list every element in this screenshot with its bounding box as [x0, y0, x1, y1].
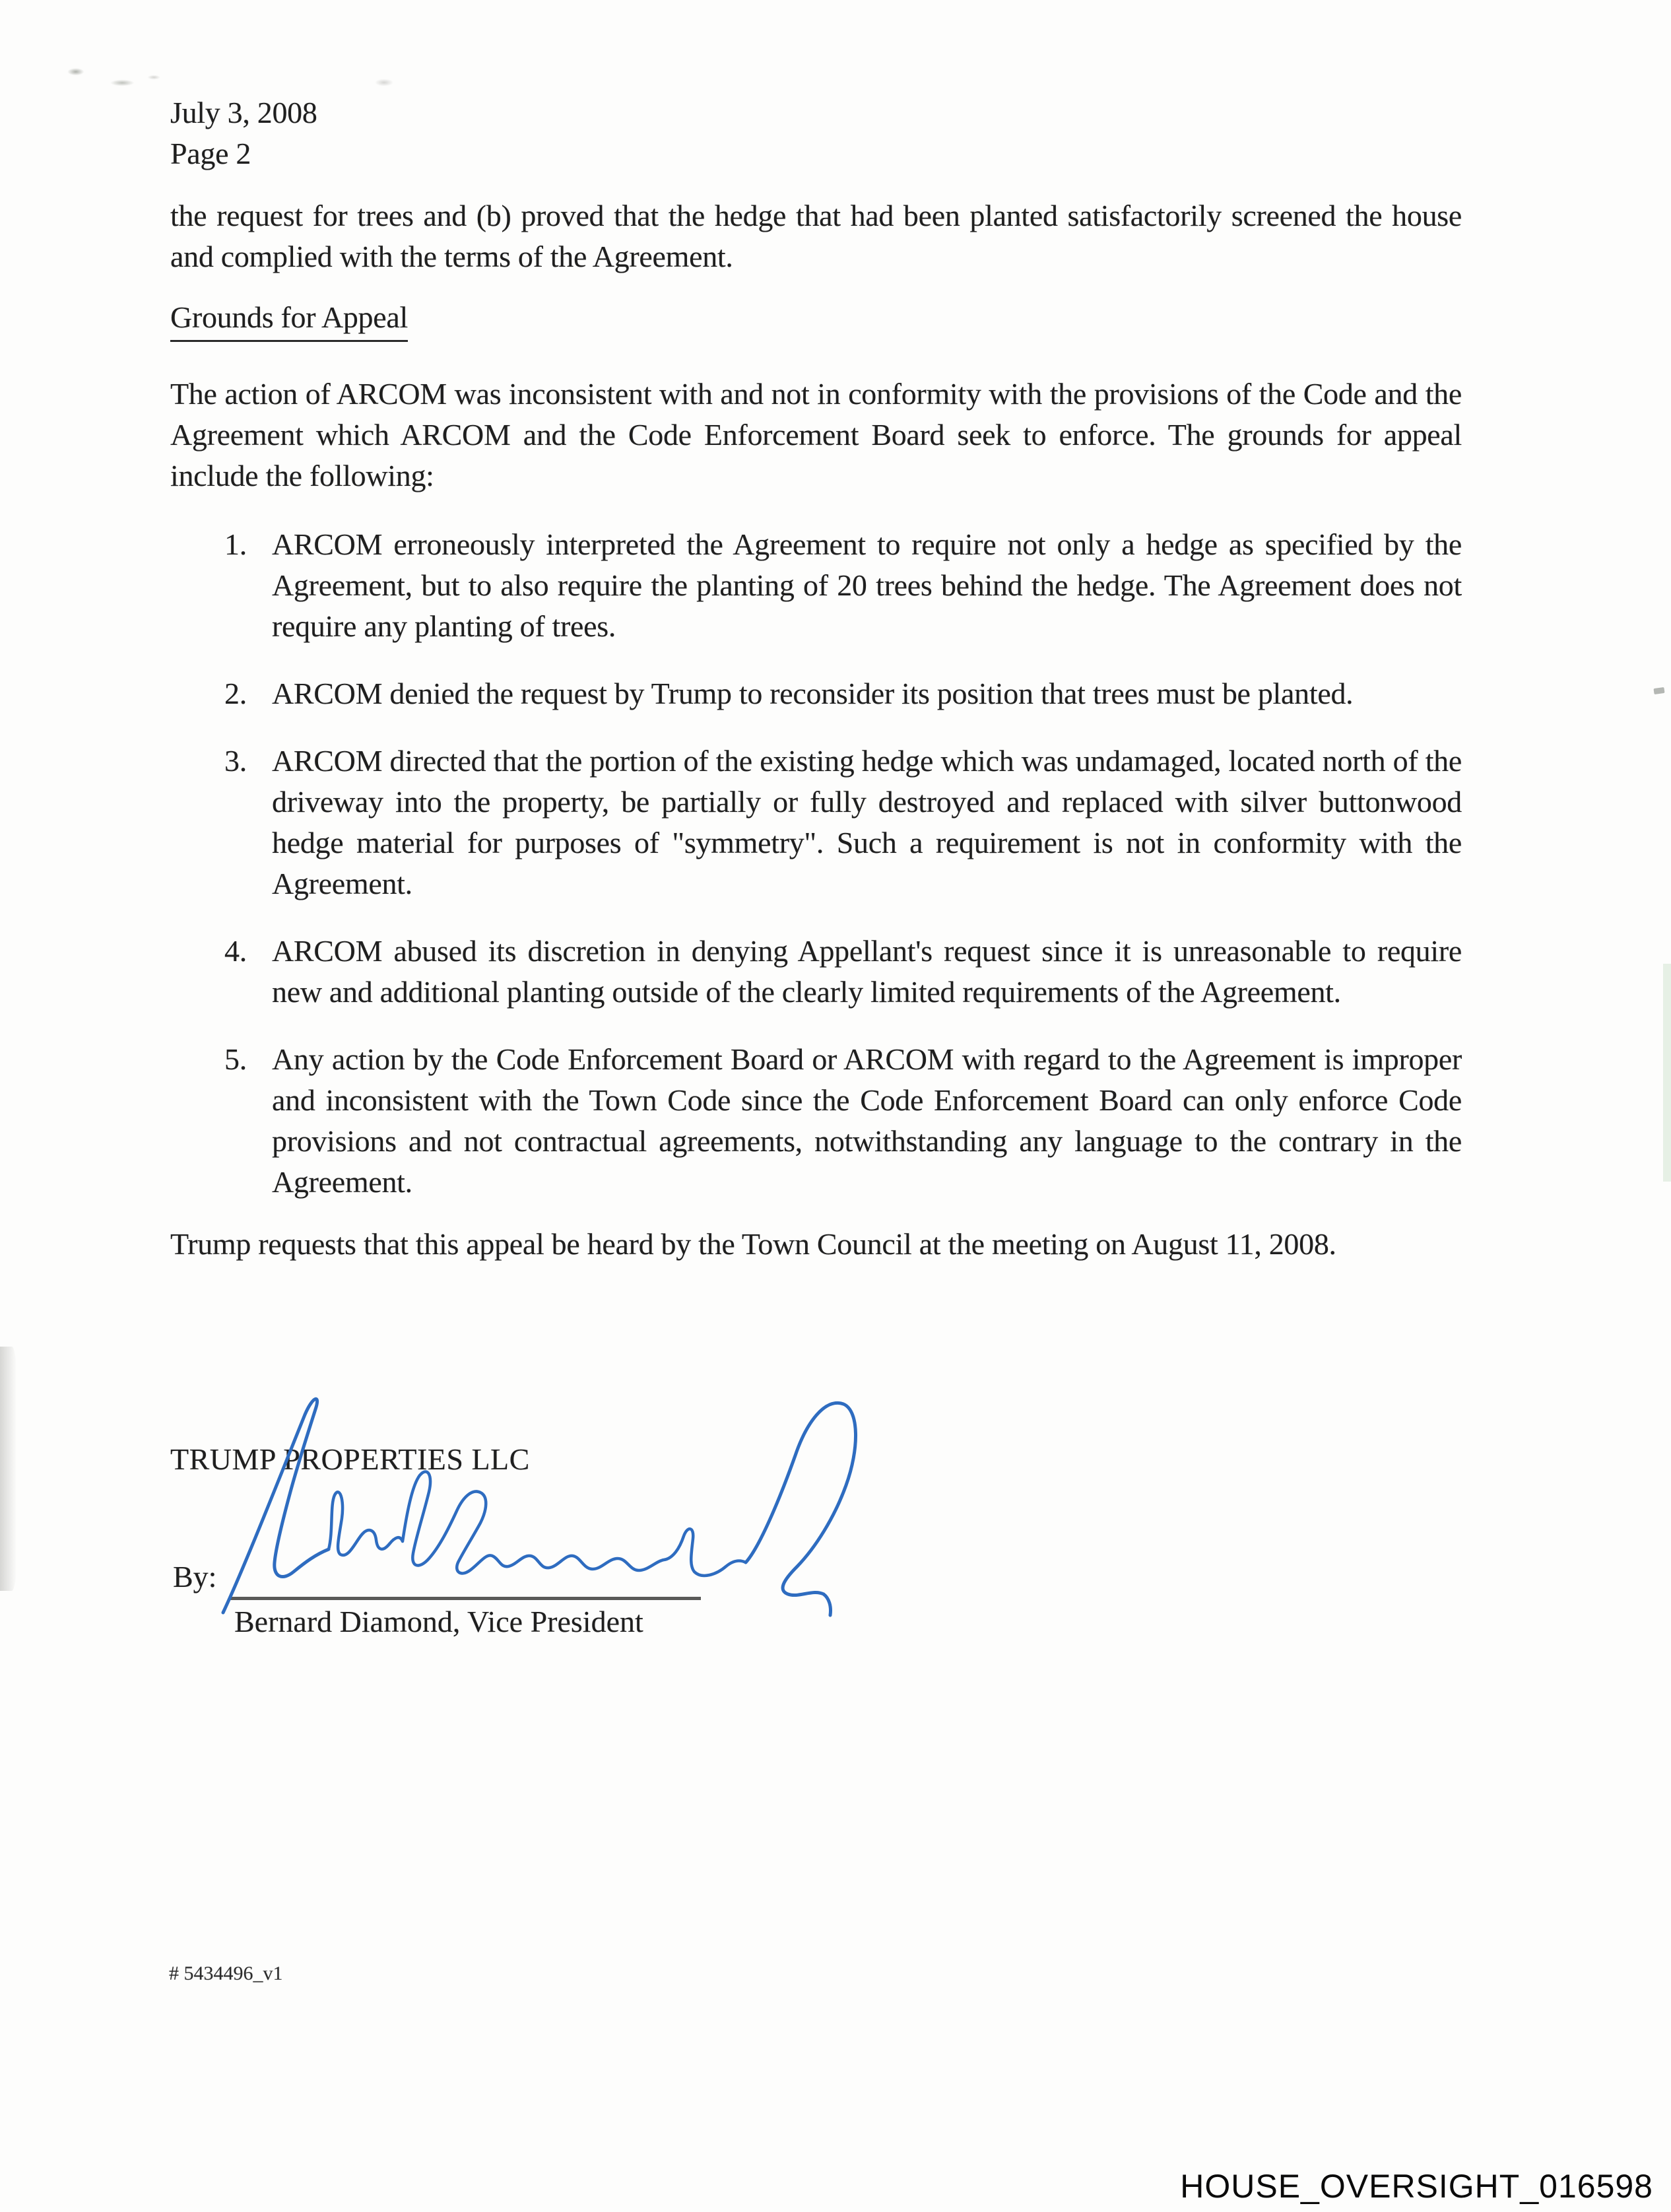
scan-mark — [1653, 687, 1664, 694]
signature-by-row — [170, 1551, 896, 1593]
by-label: By: — [173, 1560, 217, 1593]
scan-edge-shadow — [0, 1347, 20, 1591]
scan-smudge — [364, 74, 404, 91]
list-item-number: 2. — [224, 677, 247, 710]
list-item — [170, 524, 1462, 647]
section-heading-text: Grounds for Appeal — [170, 297, 408, 342]
list-item-number: 3. — [224, 744, 247, 778]
document-id-footer: # 5434496_v1 — [169, 1962, 283, 1984]
closing-paragraph: Trump requests that this appeal be heard by the Town Council at the meeting on August 11, 2008. — [170, 1227, 1336, 1261]
letter-date: July 3, 2008 — [170, 96, 317, 129]
bates-number: HOUSE_OVERSIGHT_016598 — [1180, 2168, 1653, 2205]
list-item-text: ARCOM erroneously interpreted the Agreement to require not only a hedge as specified by the Agreement, but to also require the planting of 20 trees behind the hedge. The Agreement does not require any planting of trees. — [272, 527, 1462, 643]
list-item-number: 1. — [224, 527, 247, 561]
company-name: TRUMP PROPERTIES LLC — [170, 1442, 530, 1476]
list-item — [170, 1039, 1462, 1203]
signature-block — [170, 1439, 896, 1642]
list-item-text: ARCOM abused its discretion in denying Appellant's request since it is unreasonable to require new and additional planting outside of the clearly limited requirements of the Agreement. — [272, 934, 1462, 1009]
intro-paragraph: the request for trees and (b) proved that the hedge that had been planted satisfactorily screened the house and complied with the terms of the Agreement. — [170, 199, 1462, 273]
page-number-label: Page 2 — [170, 137, 251, 170]
list-item-text: ARCOM denied the request by Trump to reconsider its position that trees must be planted. — [272, 677, 1354, 710]
signature-line — [230, 1597, 701, 1600]
letter-body — [170, 92, 1462, 1265]
list-item-number: 5. — [224, 1042, 247, 1076]
scan-smudge — [57, 62, 162, 90]
grounds-list — [170, 524, 1462, 1203]
scan-tint — [1663, 964, 1671, 1182]
list-item-text: ARCOM directed that the portion of the existing hedge which was undamaged, located north of the driveway into the property, be partially or fully destroyed and replaced with silver buttonwood hedge material for purposes of "symmetry". Such a requirement is not in conformity with the Agreement. — [272, 744, 1462, 900]
list-item — [170, 741, 1462, 904]
list-item-number: 4. — [224, 934, 247, 968]
list-item — [170, 673, 1462, 714]
list-item — [170, 931, 1462, 1013]
grounds-paragraph: The action of ARCOM was inconsistent with and not in conformity with the provisions of the Code and the Agreement which ARCOM and the Code Enforcement Board seek to enforce. The grounds for appeal include the following: — [170, 377, 1462, 492]
section-heading — [170, 297, 1462, 342]
signatory-name: Bernard Diamond, Vice President — [234, 1605, 643, 1638]
list-item-text: Any action by the Code Enforcement Board or ARCOM with regard to the Agreement is improper and inconsistent with the Town Code since the Code Enforcement Board can only enforce Code provisions and not contractual agreements, notwithstanding any language to the contrary in the Agreement. — [272, 1042, 1462, 1199]
